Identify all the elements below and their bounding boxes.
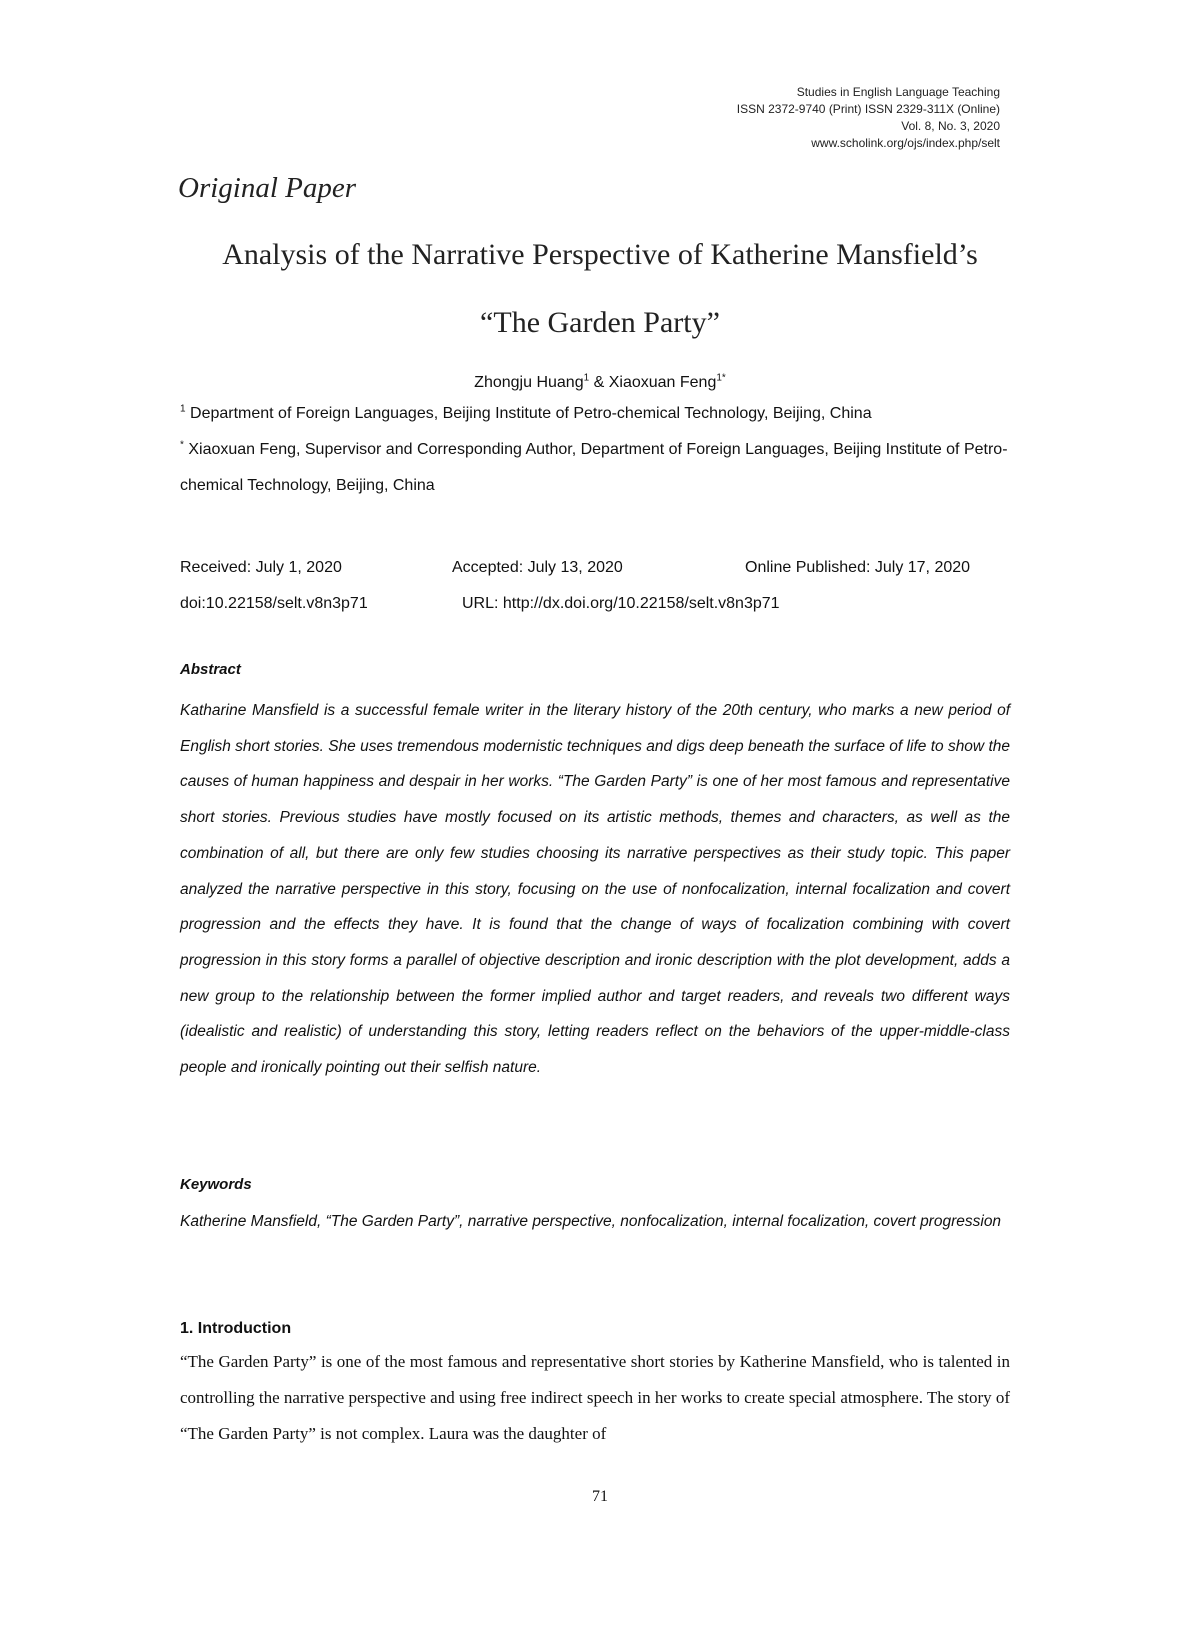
author-separator: & — [589, 374, 609, 391]
journal-issn: ISSN 2372-9740 (Print) ISSN 2329-311X (Online) — [736, 102, 1000, 116]
published-date: Online Published: July 17, 2020 — [745, 559, 971, 576]
affiliation-2 — [180, 432, 1010, 504]
affil-mark: 1 — [180, 403, 186, 415]
keywords-text: Katherine Mansfield, “The Garden Party”, narrative perspective, nonfocalization, internal focalization, covert progression — [180, 1213, 1002, 1230]
author-line — [0, 374, 1200, 392]
introduction-text: “The Garden Party” is one of the most famous and representative short stories by Katherine Mansfield, who is talented in controlling the narrative perspective and using free indirect speech in her works to create special atmosphere. The story of “The Garden Party” is not complex. Laura was the daughter of — [180, 1352, 1011, 1443]
journal-header — [737, 84, 1000, 152]
author-name: Zhongju Huang — [474, 374, 584, 391]
author-affil-mark: 1 — [583, 372, 590, 384]
affil-text: Department of Foreign Languages, Beijing Institute of Petro-chemical Technology, Beijing, China — [185, 405, 872, 422]
section-heading-introduction: 1. Introduction — [180, 1320, 292, 1337]
author-affil-mark: 1* — [716, 372, 726, 384]
paper-title-line2: “The Garden Party” — [480, 306, 720, 339]
paper-title-line1: Analysis of the Narrative Perspective of Katherine Mansfield’s — [222, 238, 978, 271]
doi[interactable]: doi:10.22158/selt.v8n3p71 — [180, 595, 368, 612]
accepted-date: Accepted: July 13, 2020 — [452, 559, 623, 576]
journal-name: Studies in English Language Teaching — [796, 85, 1000, 99]
keywords-heading: Keywords — [180, 1176, 252, 1193]
abstract-heading: Abstract — [180, 661, 241, 678]
affil-mark: * — [180, 439, 184, 451]
journal-url[interactable]: www.scholink.org/ojs/index.php/selt — [811, 136, 1000, 150]
affiliation-1 — [180, 396, 1010, 432]
paper-type: Original Paper — [178, 172, 357, 204]
affil-text: Xiaoxuan Feng, Supervisor and Corresponding Author, Department of Foreign Languages, Beijing Institute of Petro-chemical Technology, Beijing, China — [180, 441, 1008, 494]
page-number: 71 — [592, 1488, 608, 1505]
journal-volume: Vol. 8, No. 3, 2020 — [901, 119, 1000, 133]
doi-url[interactable]: URL: http://dx.doi.org/10.22158/selt.v8n3p71 — [462, 595, 780, 612]
received-date: Received: July 1, 2020 — [180, 559, 342, 576]
author-name: Xiaoxuan Feng — [608, 374, 717, 391]
publication-dates — [180, 550, 1010, 622]
abstract-text: Katharine Mansfield is a successful female writer in the literary history of the 20th century, who marks a new period of English short stories. She uses tremendous modernistic techniques and digs deep beneath the surface of life to show the causes of human happiness and despair in her works. “The Garden Party” is one of her most famous and representative short stories. Previous studies have mostly focused on its artistic methods, themes and characters, as well as the combination of all, but there are only few studies choosing its narrative perspectives as their study topic. This paper analyzed the narrative perspective in this story, focusing on the use of nonfocalization, internal focalization and covert progression and the effects they have. It is found that the change of ways of focalization combining with covert progression in this story forms a parallel of objective description and ironic description with the plot development, adds a new group to the relationship between the former implied author and target readers, and reveals two different ways (idealistic and realistic) of understanding this story, letting readers reflect on the behaviors of the upper-middle-class people and ironically pointing out their selfish nature. — [180, 702, 1010, 1077]
